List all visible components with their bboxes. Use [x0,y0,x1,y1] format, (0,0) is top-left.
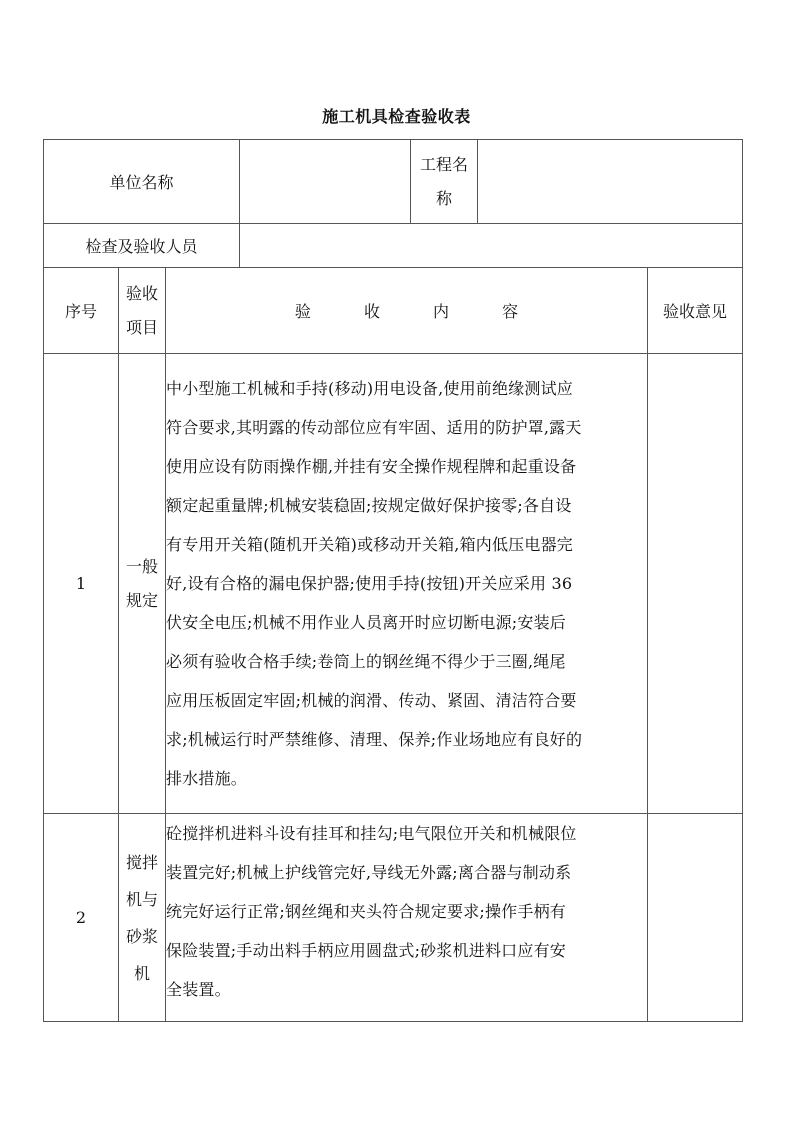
item-header-line2: 项目 [125,317,158,337]
content-line: 符合要求,其明露的传动部位应有牢固、适用的防护罩,露天 [166,418,582,437]
content-header-label: 验 收 内 容 [294,302,543,321]
content-line: 全装置。 [166,980,231,999]
project-name-label-line1: 工程名 [419,154,468,174]
inspectors-row [44,224,743,268]
row-2-opinion[interactable] [648,814,743,1022]
content-line: 装置完好;机械上护线管完好,导线无外露;离合器与制动系 [166,863,572,882]
inspectors-label: 检查及验收人员 [44,224,240,268]
row-2-seq: 2 [44,814,119,1022]
table-row [44,354,743,814]
row-1-content [166,354,648,814]
content-line: 中小型施工机械和手持(移动)用电设备,使用前绝缘测试应 [166,379,573,398]
content-line: 统完好运行正常;钢丝绳和夹头符合规定要求;操作手柄有 [166,902,566,921]
seq-header: 序号 [44,268,119,354]
content-line: 额定起重量牌;机械安装稳固;按规定做好保护接零;各自设 [166,496,572,515]
content-line: 求;机械运行时严禁维修、清理、保养;作业场地应有良好的 [166,730,583,749]
row-1-item-line: 规定 [125,590,158,610]
column-header-row [44,268,743,354]
content-line: 应用压板固定牢固;机械的润滑、传动、紧固、清洁符合要 [166,691,577,710]
row-1-item [119,354,166,814]
row-1-item-line: 一般 [125,556,158,576]
content-line: 砼搅拌机进料斗设有挂耳和挂勾;电气限位开关和机械限位 [166,824,577,843]
row-2-item-line: 机 [133,963,150,983]
content-line: 有专用开关箱(随机开关箱)或移动开关箱,箱内低压电器完 [166,535,573,554]
unit-project-row [44,140,743,224]
row-2-item-line: 砂浆 [125,926,158,946]
content-line: 伏安全电压;机械不用作业人员离开时应切断电源;安装后 [166,613,566,632]
table-row [44,814,743,1022]
unit-name-value[interactable] [240,140,411,224]
row-1-opinion[interactable] [648,354,743,814]
content-line: 必须有验收合格手续;卷筒上的钢丝绳不得少于三圈,绳尾 [166,652,566,671]
row-2-content [166,814,648,1022]
row-2-item-line: 机与 [125,889,158,909]
content-line: 好,设有合格的漏电保护器;使用手持(按钮)开关应采用 36 [166,574,573,593]
inspection-form-table [43,139,743,1022]
row-1-seq: 1 [44,354,119,814]
item-header [119,268,166,354]
content-line: 保险装置;手动出料手柄应用圆盘式;砂浆机进料口应有安 [166,941,566,960]
row-2-item [119,814,166,1022]
row-2-item-line: 搅拌 [125,852,158,872]
item-header-line1: 验收 [125,283,158,303]
project-name-label-line2: 称 [435,188,452,208]
content-line: 使用应设有防雨操作棚,并挂有安全操作规程牌和起重设备 [166,457,577,476]
form-title: 施工机具检查验收表 [322,107,471,126]
project-name-label [411,140,478,224]
project-name-value[interactable] [478,140,743,224]
inspectors-value[interactable] [240,224,743,268]
content-line: 排水措施。 [166,769,248,788]
unit-name-label: 单位名称 [44,140,240,224]
content-header [166,268,648,354]
opinion-header: 验收意见 [648,268,743,354]
